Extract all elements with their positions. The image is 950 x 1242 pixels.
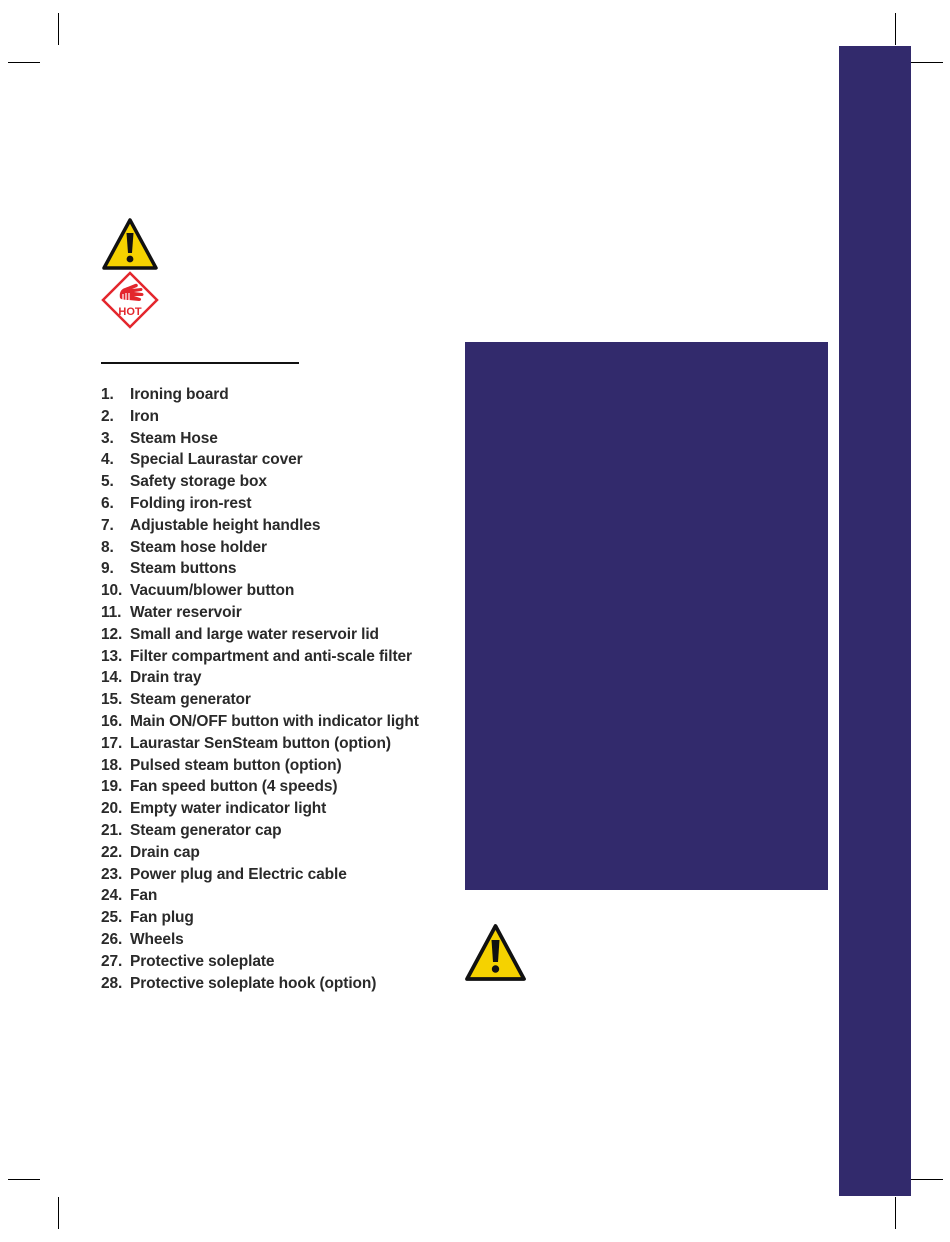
crop-mark	[8, 1179, 40, 1180]
item-label: Pulsed steam button (option)	[130, 756, 342, 774]
item-label: Steam generator cap	[130, 821, 282, 839]
list-item	[101, 711, 419, 733]
hot-label: HOT	[118, 306, 142, 318]
item-label: Drain cap	[130, 843, 200, 861]
list-item	[101, 624, 419, 646]
list-item	[101, 733, 419, 755]
list-item	[101, 885, 419, 907]
item-label: Steam hose holder	[130, 538, 267, 556]
item-number: 18.	[101, 756, 123, 774]
warning-triangle-icon	[101, 217, 159, 271]
warning-triangle-icon	[464, 923, 527, 982]
list-item	[101, 384, 419, 406]
list-item	[101, 667, 419, 689]
item-number: 28.	[101, 974, 123, 992]
list-item	[101, 689, 419, 711]
item-number: 4.	[101, 451, 114, 469]
list-item	[101, 929, 419, 951]
list-item	[101, 755, 419, 777]
item-label: Water reservoir	[130, 603, 242, 621]
item-label: Fan plug	[130, 909, 194, 927]
item-number: 16.	[101, 712, 123, 730]
item-label: Vacuum/blower button	[130, 582, 295, 600]
crop-mark	[895, 13, 896, 45]
list-item	[101, 602, 419, 624]
list-item	[101, 646, 419, 668]
list-item	[101, 776, 419, 798]
item-number: 22.	[101, 843, 123, 861]
list-item	[101, 449, 419, 471]
section-divider	[101, 362, 299, 364]
item-label: Protective soleplate hook (option)	[130, 974, 377, 992]
list-item	[101, 973, 419, 995]
item-number: 9.	[101, 560, 114, 578]
crop-mark	[895, 1197, 896, 1229]
item-number: 26.	[101, 930, 123, 948]
item-number: 13.	[101, 647, 123, 665]
item-number: 27.	[101, 952, 123, 970]
item-number: 21.	[101, 821, 123, 839]
list-item	[101, 537, 419, 559]
list-item	[101, 951, 419, 973]
side-color-band	[839, 46, 911, 1196]
item-number: 6.	[101, 494, 114, 512]
item-label: Safety storage box	[130, 473, 267, 491]
list-item	[101, 471, 419, 493]
list-item	[101, 580, 419, 602]
list-item	[101, 907, 419, 929]
item-label: Small and large water reservoir lid	[130, 625, 379, 643]
item-label: Empty water indicator light	[130, 800, 327, 818]
item-number: 15.	[101, 691, 123, 709]
item-label: Folding iron-rest	[130, 494, 252, 512]
item-label: Iron	[130, 407, 159, 425]
item-number: 24.	[101, 887, 123, 905]
item-number: 8.	[101, 538, 114, 556]
item-label: Fan	[130, 887, 158, 905]
item-label: Steam Hose	[130, 429, 218, 447]
item-label: Steam buttons	[130, 560, 237, 578]
item-label: Drain tray	[130, 669, 202, 687]
item-number: 11.	[101, 603, 122, 621]
item-number: 3.	[101, 429, 114, 447]
item-label: Protective soleplate	[130, 952, 275, 970]
crop-mark	[8, 62, 40, 63]
hot-surface-icon	[101, 271, 159, 329]
item-number: 12.	[101, 625, 123, 643]
item-label: Steam generator	[130, 691, 251, 709]
list-item	[101, 558, 419, 580]
item-number: 20.	[101, 800, 123, 818]
item-number: 17.	[101, 734, 123, 752]
list-item	[101, 864, 419, 886]
crop-mark	[58, 1197, 59, 1229]
list-item	[101, 428, 419, 450]
crop-mark	[911, 1179, 943, 1180]
item-label: Fan speed button (4 speeds)	[130, 778, 338, 796]
item-label: Power plug and Electric cable	[130, 865, 347, 883]
item-label: Laurastar SenSteam button (option)	[130, 734, 391, 752]
item-number: 7.	[101, 516, 114, 534]
list-item	[101, 842, 419, 864]
item-number: 25.	[101, 909, 123, 927]
crop-mark	[911, 62, 943, 63]
item-label: Special Laurastar cover	[130, 451, 303, 469]
item-number: 19.	[101, 778, 123, 796]
item-label: Adjustable height handles	[130, 516, 321, 534]
crop-mark	[58, 13, 59, 45]
list-item	[101, 820, 419, 842]
item-label: Ironing board	[130, 386, 229, 403]
list-item	[101, 515, 419, 537]
blue-content-block	[465, 342, 828, 890]
list-item	[101, 493, 419, 515]
item-number: 10.	[101, 582, 123, 600]
item-label: Filter compartment and anti-scale filter	[130, 647, 412, 665]
item-number: 14.	[101, 669, 123, 687]
item-label: Main ON/OFF button with indicator light	[130, 712, 419, 730]
list-item	[101, 798, 419, 820]
parts-list	[101, 384, 419, 994]
item-number: 23.	[101, 865, 123, 883]
item-number: 5.	[101, 473, 114, 491]
item-number: 2.	[101, 407, 114, 425]
item-label: Wheels	[130, 930, 184, 948]
item-number: 1.	[101, 386, 114, 403]
list-item	[101, 406, 419, 428]
